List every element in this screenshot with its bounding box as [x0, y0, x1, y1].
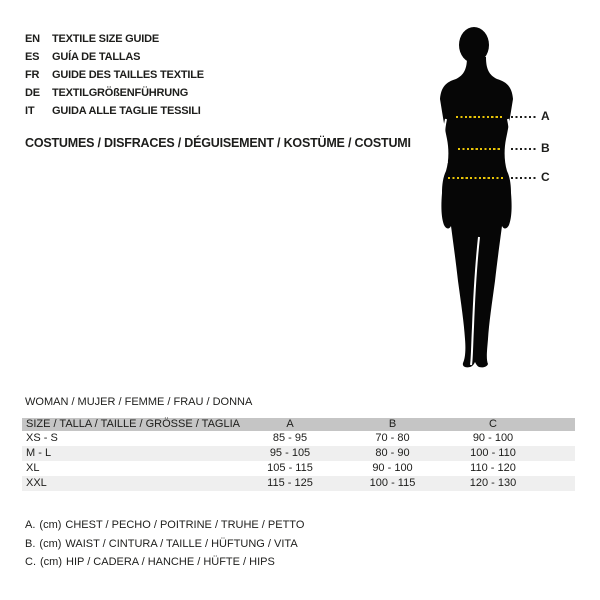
value-cell-a: 115 - 125	[267, 477, 313, 489]
value-cell-b: 100 - 115	[369, 477, 416, 489]
value-cell-c: 100 - 110	[470, 447, 516, 459]
language-code: EN	[25, 33, 40, 45]
legend-label: HIP / CADERA / HANCHE / HÜFTE / HIPS	[66, 556, 275, 569]
woman-silhouette-icon	[410, 15, 570, 370]
table-row-m-l	[22, 446, 575, 461]
language-label: GUÍA DE TALLAS	[52, 51, 141, 63]
size-cell: XL	[26, 462, 40, 474]
column-header-b: B	[388, 418, 397, 430]
language-code: ES	[25, 51, 40, 63]
column-header-a: A	[286, 418, 294, 430]
measure-pointer-b	[511, 148, 537, 150]
value-cell-a: 105 - 115	[267, 462, 313, 474]
size-cell: XXL	[26, 477, 47, 489]
size-column-header: SIZE / TALLA / TAILLE / GRÖSSE / TAGLIA	[26, 418, 240, 430]
table-row-xs-s	[22, 431, 575, 446]
legend-unit: (cm)	[39, 537, 62, 550]
measure-pointer-c	[511, 177, 537, 179]
legend-line-b	[25, 535, 308, 554]
legend-key: C.	[25, 556, 36, 569]
section-title: WOMAN / MUJER / FEMME / FRAU / DONNA	[25, 396, 253, 408]
legend-key: A.	[25, 519, 36, 532]
legend-label: CHEST / PECHO / POITRINE / TRUHE / PETTO	[65, 519, 305, 532]
value-cell-a: 85 - 95	[272, 432, 308, 444]
measurement-legend	[25, 516, 308, 572]
value-cell-b: 70 - 80	[375, 432, 410, 444]
legend-key: B.	[25, 537, 36, 550]
size-table	[22, 418, 575, 491]
value-cell-c: 90 - 100	[472, 432, 514, 444]
language-label: GUIDE DES TAILLES TEXTILE	[52, 69, 204, 81]
language-code: DE	[25, 87, 40, 99]
legend-unit: (cm)	[39, 519, 62, 532]
language-row-en	[25, 30, 204, 48]
measure-label-c: C	[541, 170, 550, 184]
measure-line-c	[448, 177, 504, 179]
table-row-xxl	[22, 476, 575, 491]
legend-unit: (cm)	[40, 556, 62, 569]
legend-label: WAIST / CINTURA / TAILLE / HÜFTUNG / VITA	[65, 537, 298, 550]
measure-line-a	[456, 116, 503, 118]
value-cell-a: 95 - 105	[269, 447, 311, 459]
table-header-row	[22, 418, 575, 431]
measure-line-b	[458, 148, 500, 150]
column-header-c: C	[489, 418, 497, 430]
legend-line-c	[25, 553, 308, 572]
language-row-es	[25, 48, 204, 66]
value-cell-b: 90 - 100	[372, 462, 413, 474]
language-row-it	[25, 102, 204, 120]
language-row-fr	[25, 66, 204, 84]
value-cell-c: 120 - 130	[469, 477, 517, 489]
measure-pointer-a	[511, 116, 537, 118]
value-cell-b: 80 - 90	[375, 447, 410, 459]
language-code: IT	[25, 105, 35, 117]
size-cell: M - L	[26, 447, 52, 459]
language-label: GUIDA ALLE TAGLIE TESSILI	[52, 105, 201, 117]
measure-label-b: B	[541, 141, 550, 155]
language-code: FR	[25, 69, 40, 81]
category-title: COSTUMES / DISFRACES / DÉGUISEMENT / KOSTÜME / COSTUMI	[25, 136, 411, 150]
language-row-de	[25, 84, 204, 102]
size-cell: XS - S	[26, 432, 58, 444]
value-cell-c: 110 - 120	[470, 462, 516, 474]
measure-label-a: A	[541, 109, 550, 123]
language-label: TEXTILGRÖßENFÜHRUNG	[52, 87, 189, 99]
legend-line-a	[25, 516, 308, 535]
table-row-xl	[22, 461, 575, 476]
language-label: TEXTILE SIZE GUIDE	[52, 33, 160, 45]
language-list	[25, 30, 204, 120]
